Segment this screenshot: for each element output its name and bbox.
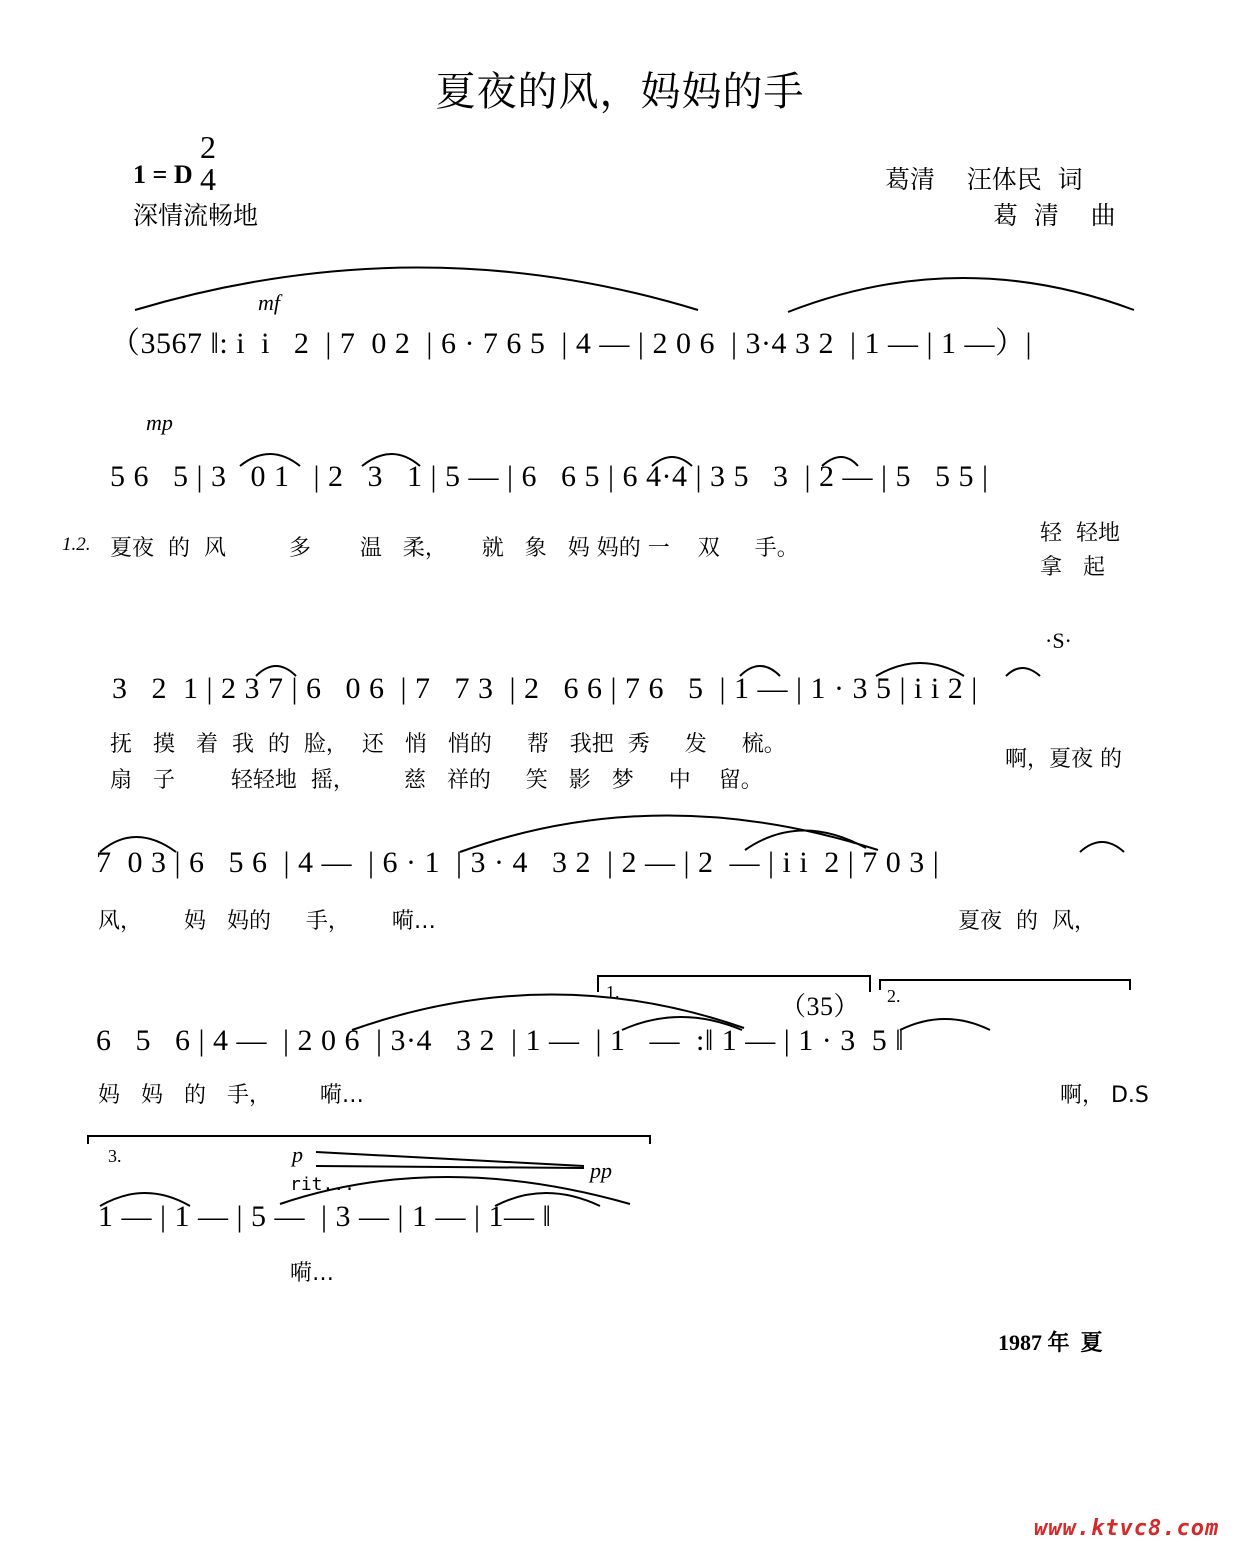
lyrics-line-1-end-v1: 轻 轻地 [1040, 521, 1120, 546]
dynamic-p: p [292, 1142, 303, 1167]
lyrics-line-1-end-v2: 拿 起 [1040, 555, 1105, 580]
time-signature-top: 2 [200, 129, 216, 165]
notation-line-6: 1 — | 1 — | 5 — | 3 — | 1 — | 1— ‖ [98, 1200, 552, 1233]
lyrics-line-2-end: 啊，夏夜 的 [1005, 747, 1122, 772]
time-signature-bottom: 4 [200, 161, 216, 197]
ending-1-label: 1. [606, 982, 620, 1002]
composition-date: 1987 年 夏 [998, 1330, 1103, 1355]
composer-credit: 葛 清 曲 [993, 201, 1116, 230]
ending-3-bracket [88, 1136, 650, 1144]
lyrics-line-4-end: 啊， D.S [1060, 1083, 1149, 1108]
lyricist-credit: 葛清 汪体民 词 [885, 165, 1083, 194]
tempo-marking: 深情流畅地 [133, 201, 259, 230]
lyrics-line-5: 嗬… [290, 1261, 335, 1286]
hairpin [316, 1166, 584, 1168]
lyrics-line-4: 妈 妈 的 手， 嗬… [98, 1083, 364, 1108]
hairpin [316, 1152, 584, 1166]
slur-intro-2 [788, 278, 1134, 312]
dynamic-mp: mp [146, 410, 173, 435]
tie [1080, 842, 1124, 852]
notation-line-2: 5 6 5 | 3 0 1 | 2 3 1 | 5 — | 6 6 5 | 6 4·4 | 3 5 3 | 2 — | 5 5 5 | [110, 460, 989, 493]
lyrics-line-2-v2: 扇 子 轻轻地 摇， 慈 祥的 笑 影 梦 中 留。 [110, 768, 763, 793]
slur-intro [135, 268, 698, 311]
notation-line-3: 3 2 1 | 2 3 7 | 6 0 6 | 7 7 3 | 2 6 6 | 7 6 5 | 1 — | 1 · 3 5 | i i 2 | [112, 672, 978, 705]
dynamic-mf: mf [258, 290, 280, 315]
notation-line-1: （3567 ‖: i i 2 | 7 0 2 | 6 · 7 6 5 | 4 — | 2 0 6 | 3·4 3 2 | 1 — | 1 —）| [110, 327, 1032, 360]
parenthesized-notes: （35） [780, 992, 861, 1021]
lyrics-line-2-v1: 抚 摸 着 我 的 脸， 还 悄 悄的 帮 我把 秀 发 梳。 [110, 732, 786, 757]
tie [900, 1019, 990, 1030]
key-signature: 1 = D [133, 160, 193, 189]
page-title: 夏夜的风，妈妈的手 [435, 69, 805, 115]
tie [1006, 668, 1040, 676]
ritardando-marking: rit... [290, 1174, 356, 1195]
segno-sign: ·S· [1045, 628, 1072, 653]
dynamic-pp: pp [590, 1158, 612, 1183]
lyrics-line-3-end: 夏夜 的 风， [958, 909, 1096, 934]
watermark: www.ktvc8.com [1034, 1516, 1220, 1541]
notation-line-4: 7 0 3 | 6 5 6 | 4 — | 6 · 1 | 3 · 4 3 2 | 2 — | 2 — | i i 2 | 7 0 3 | [96, 846, 940, 879]
ending-3-label: 3. [108, 1146, 122, 1166]
verse-label: 1.2. [62, 534, 91, 555]
lyrics-line-1: 夏夜 的 风 多 温 柔， 就 象 妈 妈的 一 双 手。 [110, 536, 799, 561]
notation-line-5: 6 5 6 | 4 — | 2 0 6 | 3·4 3 2 | 1 — | 1 — :‖ 1 — | 1 · 3 5 ‖ [96, 1024, 905, 1057]
lyrics-line-3: 风， 妈 妈的 手， 嗬… [98, 909, 436, 934]
ending-2-bracket [880, 980, 1130, 990]
ending-2-label: 2. [887, 986, 901, 1006]
